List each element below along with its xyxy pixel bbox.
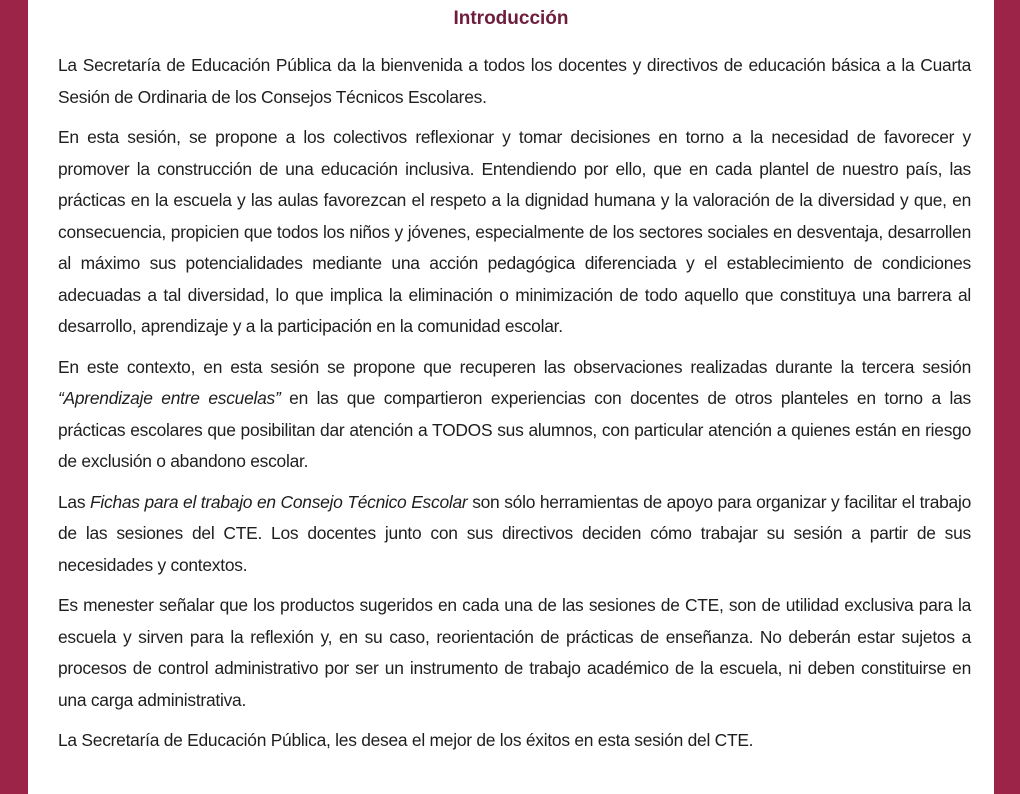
paragraph-welcome: La Secretaría de Educación Pública da la bienvenida a todos los docentes y directivos de educación básica a la Cuarta Sesión de Ordinaria de los Consejos Técnicos Escolares.	[58, 55, 971, 107]
paragraph-products: Es menester señalar que los productos sugeridos en cada una de las sesiones de CTE, son de utilidad exclusiva para la escuela y sirven para la reflexión y, en su caso, reorientación de prácticas de enseñanza. No deberán estar sujetos a procesos de control administrativo por ser un instrumento de trabajo académico de la escuela, ni deben constituirse en una carga administrativa.	[58, 595, 971, 710]
paragraph-context-text-start: En este contexto, en esta sesión se propone que recuperen las observaciones realizadas durante la tercera sesión	[58, 356, 971, 377]
session-title-italic: “Aprendizaje entre escuelas”	[58, 388, 281, 408]
paragraph-fichas-text-end: son sólo herramientas de apoyo para organizar y facilitar el trabajo de las sesiones del CTE. Los docentes junto con sus directivos deciden cómo trabajar su sesión a partir de sus necesidades y contextos.	[58, 491, 971, 575]
paragraph-context-text-end: en las que compartieron experiencias con docentes de otros planteles en torno a las prácticas escolares que posibilitan dar atención a TODOS sus alumnos, con particular atención a quienes están en riesgo de exclusión o abandono escolar.	[58, 388, 971, 471]
document-page	[28, 0, 994, 794]
paragraph-fichas-text-start: Las	[58, 491, 91, 512]
document-title: Introducción	[453, 8, 569, 29]
paragraph-fichas	[58, 487, 971, 582]
paragraph-closing: La Secretaría de Educación Pública, les desea el mejor de los éxitos en esta sesión del CTE.	[58, 730, 754, 750]
paragraph-inclusive-education: En esta sesión, se propone a los colectivos reflexionar y tomar decisiones en torno a la necesidad de favorecer y promover la construcción de una educación inclusiva. Entendiendo por ello, que en cada plantel de nuestro país, las prácticas en la escuela y las aulas favorezcan el respeto a la dignidad humana y la valoración de la diversidad y que, en consecuencia, propicien que todos los niños y jóvenes, especialmente de los sectores sociales en desventaja, desarrollen al máximo sus potencialidades mediante una acción pedagógica diferenciada y el establecimiento de condiciones adecuadas a tal diversidad, lo que implica la eliminación o minimización de todo aquello que constituya una barrera al desarrollo, aprendizaje y a la participación en la comunidad escolar.	[58, 127, 971, 336]
document-body	[58, 50, 971, 766]
fichas-title-italic: Fichas para el trabajo en Consejo Técnico Escolar	[90, 491, 468, 512]
paragraph-context	[58, 352, 971, 478]
